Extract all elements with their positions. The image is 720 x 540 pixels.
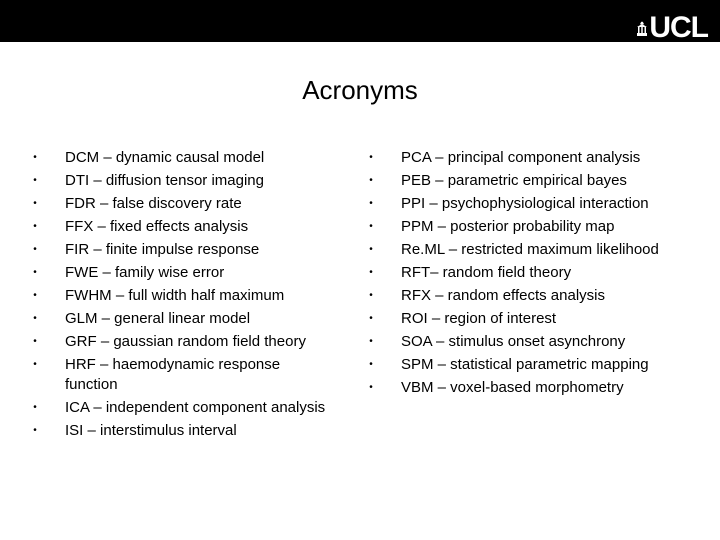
portico-icon <box>637 20 647 36</box>
list-item-text: VBM – voxel-based morphometry <box>401 379 624 396</box>
list-item-text: ISI – interstimulus interval <box>65 422 237 439</box>
list-item-text: PPM – posterior probability map <box>401 218 615 235</box>
list-item-text: FDR – false discovery rate <box>65 195 242 212</box>
list-item-text: SOA – stimulus onset asynchrony <box>401 333 626 350</box>
list-item <box>366 148 686 168</box>
list-item-text: HRF – haemodynamic response function <box>65 356 281 393</box>
acronym-list-left <box>30 148 330 444</box>
list-item-text: GRF – gaussian random field theory <box>65 333 306 350</box>
bullet-icon: • <box>369 221 373 232</box>
page-title: Acronyms <box>302 75 418 105</box>
list-item-text: PPI – psychophysiological interaction <box>401 195 649 212</box>
list-item-text: FWHM – full width half maximum <box>65 287 285 304</box>
bullet-icon: • <box>33 198 37 209</box>
list-item <box>366 286 686 306</box>
list-item-text: Re.ML – restricted maximum likelihood <box>401 241 659 258</box>
bullet-icon: • <box>33 402 37 413</box>
header-bar <box>0 0 720 42</box>
list-item-text: DCM – dynamic causal model <box>65 149 265 166</box>
bullet-icon: • <box>369 290 373 301</box>
list-item <box>30 332 330 352</box>
list-item <box>30 355 330 395</box>
bullet-icon: • <box>369 198 373 209</box>
bullet-icon: • <box>33 221 37 232</box>
list-item <box>30 148 330 168</box>
list-item <box>366 194 686 214</box>
list-item <box>366 263 686 283</box>
bullet-icon: • <box>33 244 37 255</box>
bullet-icon: • <box>369 244 373 255</box>
bullet-icon: • <box>369 382 373 393</box>
list-item <box>30 398 330 418</box>
bullet-icon: • <box>369 313 373 324</box>
list-item-text: FIR – finite impulse response <box>65 241 260 258</box>
list-item <box>366 171 686 191</box>
list-item <box>366 309 686 329</box>
list-item-text: RFT– random field theory <box>401 264 572 281</box>
bullet-icon: • <box>369 152 373 163</box>
bullet-icon: • <box>33 359 37 370</box>
ucl-logo <box>637 11 708 44</box>
list-item-text: RFX – random effects analysis <box>401 287 605 304</box>
list-item <box>366 332 686 352</box>
bullet-icon: • <box>33 336 37 347</box>
bullet-icon: • <box>33 152 37 163</box>
list-item-text: GLM – general linear model <box>65 310 251 327</box>
list-item <box>30 286 330 306</box>
list-item <box>30 217 330 237</box>
list-item <box>30 421 330 441</box>
list-item-text: PCA – principal component analysis <box>401 149 641 166</box>
bullet-icon: • <box>369 336 373 347</box>
bullet-icon: • <box>369 267 373 278</box>
bullet-icon: • <box>33 425 37 436</box>
list-item-text: FFX – fixed effects analysis <box>65 218 249 235</box>
list-item <box>30 194 330 214</box>
list-item <box>30 309 330 329</box>
list-item <box>366 240 686 260</box>
list-item <box>366 378 686 398</box>
logo-text: UCL <box>649 11 708 44</box>
list-item <box>366 355 686 375</box>
list-item <box>366 217 686 237</box>
list-item <box>30 171 330 191</box>
bullet-icon: • <box>33 175 37 186</box>
list-item-text: SPM – statistical parametric mapping <box>401 356 649 373</box>
list-item-text: ICA – independent component analysis <box>65 399 326 416</box>
bullet-icon: • <box>369 359 373 370</box>
bullet-icon: • <box>33 313 37 324</box>
bullet-icon: • <box>369 175 373 186</box>
list-item <box>30 240 330 260</box>
list-item-text: ROI – region of interest <box>401 310 557 327</box>
list-item <box>30 263 330 283</box>
acronym-list-right <box>366 148 686 401</box>
list-item-text: DTI – diffusion tensor imaging <box>65 172 264 189</box>
list-item-text: PEB – parametric empirical bayes <box>401 172 627 189</box>
bullet-icon: • <box>33 267 37 278</box>
list-item-text: FWE – family wise error <box>65 264 225 281</box>
bullet-icon: • <box>33 290 37 301</box>
